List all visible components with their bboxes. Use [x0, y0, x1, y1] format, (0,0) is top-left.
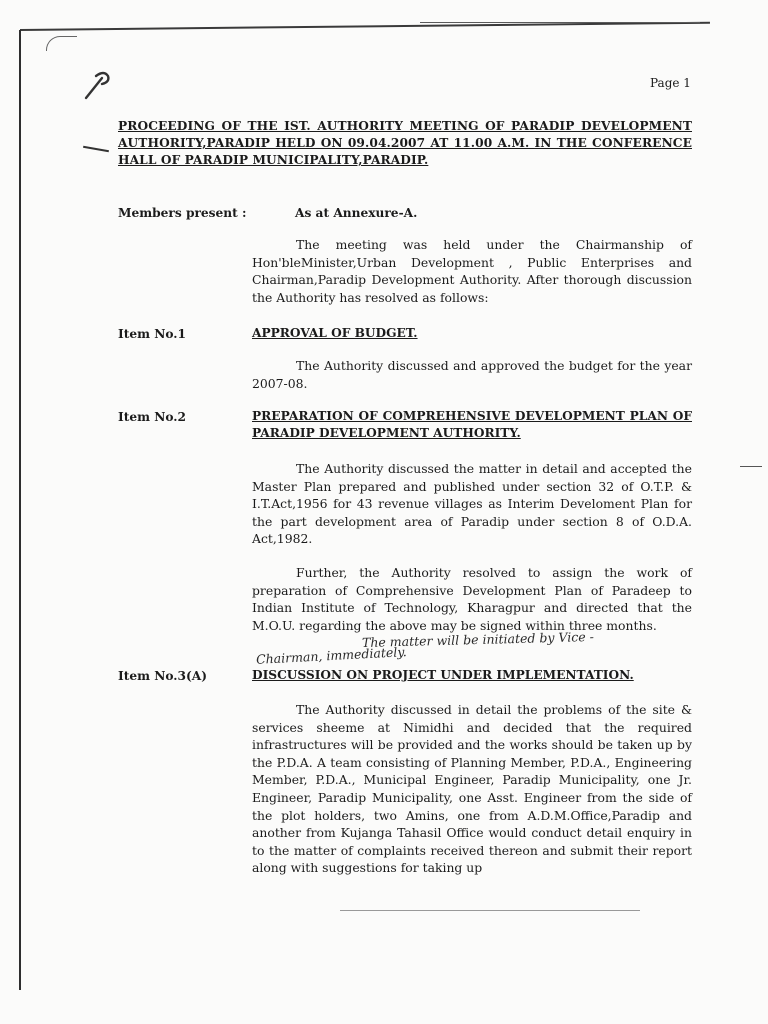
item-2-paragraph-1: The Authority discussed the matter in detail and accepted the Master Plan prepared and published under section 32 of O.T.P. & I.T.Act,1956 for 43 revenue villages as Interim Develoment Plan for the part development area of Paradip under section 8 of O.D.A. Act,1982.: [252, 461, 692, 547]
page-number: Page 1: [650, 76, 691, 90]
handwritten-note-line-2: Chairman, immediately.: [255, 644, 407, 667]
item-2-heading: PREPARATION OF COMPREHENSIVE DEVELOPMENT PLAN OF PARADIP DEVELOPMENT AUTHORITY.: [252, 409, 692, 440]
meeting-intro-paragraph: The meeting was held under the Chairmanship of Hon'bleMinister,Urban Development , Public Enterprises and Chairman,Paradip Development Authority. After thorough discussion the Authority has resolved as follows:: [252, 237, 692, 305]
item-1-paragraph: The Authority discussed and approved the budget for the year 2007-08.: [252, 358, 692, 391]
page-fold-mark: [46, 36, 77, 51]
scan-edge-line: [20, 22, 710, 31]
item-3a-label: Item No.3(A): [118, 669, 207, 683]
staple-pin-icon: [82, 68, 116, 102]
margin-mark: [83, 146, 109, 152]
members-present-value: As at Annexure-A.: [295, 206, 418, 220]
handwritten-note-line-1: The matter will be initiated by Vice -: [361, 628, 595, 651]
item-3a-paragraph: The Authority discussed in detail the problems of the site & services sheeme at Nimidhi and decided that the required infrastructures will be provided and the works should be taken up by the P.D.A. A team consisting of Planning Member, P.D.A., Engineering Member, P.D.A., Municipal Engineer, Paradip Municipality, one Jr. Engineer, Paradip Municipality, one Asst. Engineer from the side of the plot holders, two Amins, one from A.D.M.Office,Paradip and another from Kujanga Tahasil Office would conduct detail enquiry in to the matter of complaints received thereon and submit their report along with suggestions for taking up: [252, 702, 692, 876]
item-1-label: Item No.1: [118, 327, 187, 341]
scan-edge-line: [420, 22, 700, 23]
members-present-label: Members present :: [118, 206, 247, 220]
margin-mark: [740, 466, 762, 467]
item-1-heading: APPROVAL OF BUDGET.: [252, 326, 418, 340]
document-title: PROCEEDING OF THE IST. AUTHORITY MEETING OF PARADIP DEVELOPMENT AUTHORITY,PARADIP HELD ON 09.04.2007 AT 11.00 A.M. IN THE CONFERENCE HALL OF PARADIP MUNICIPALITY,PARADIP.: [118, 119, 692, 167]
item-2-paragraph-2: Further, the Authority resolved to assign the work of preparation of Comprehensive Development Plan of Paradeep to Indian Institute of Technology, Kharagpur and directed that the M.O.U. regarding the above may be signed within three months.: [252, 565, 692, 633]
scan-edge-line: [19, 30, 21, 990]
item-3a-heading: DISCUSSION ON PROJECT UNDER IMPLEMENTATION.: [252, 668, 634, 682]
item-2-label: Item No.2: [118, 410, 187, 424]
scan-edge-line: [340, 910, 640, 911]
